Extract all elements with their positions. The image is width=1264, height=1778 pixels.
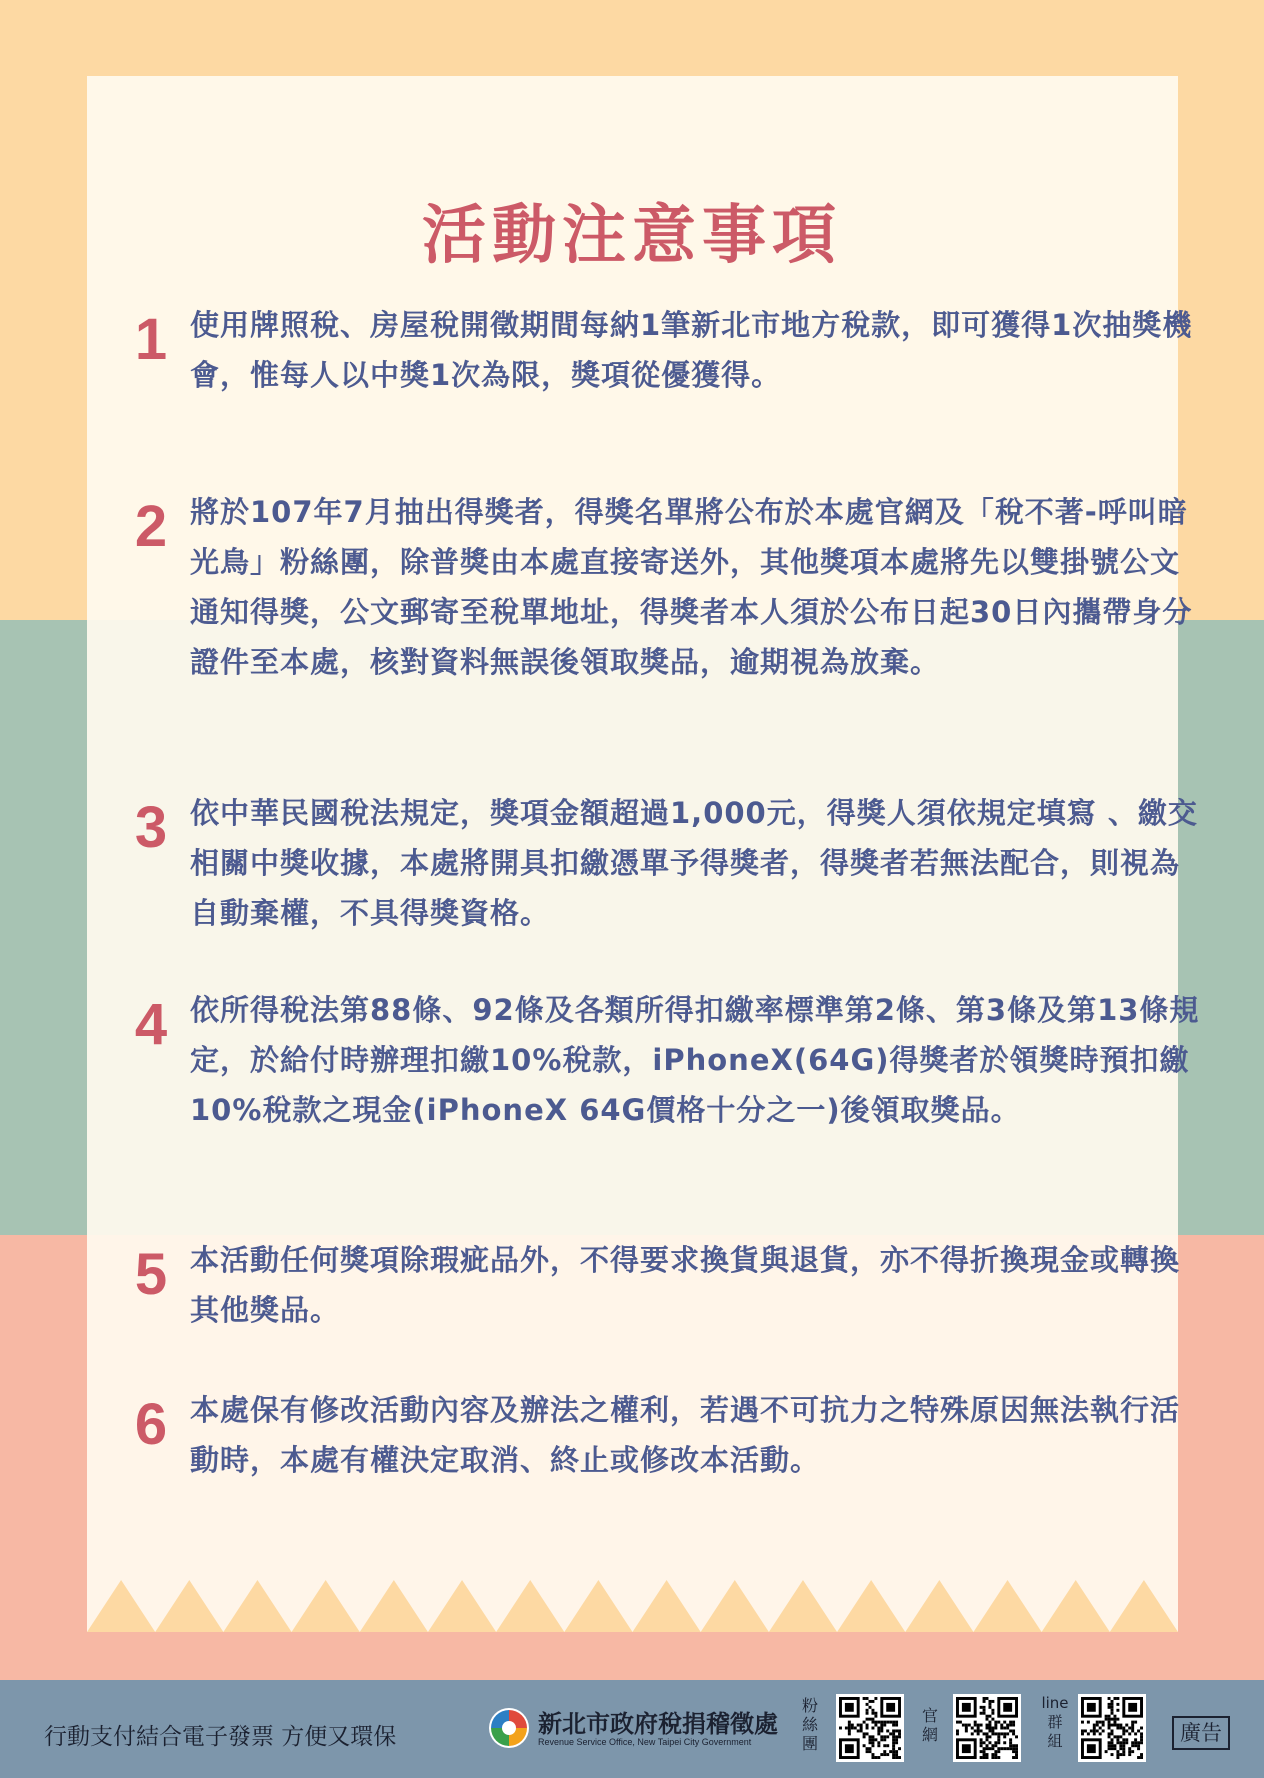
line-group-qr-code-icon[interactable] (1078, 1694, 1146, 1762)
item-number: 6 (134, 1392, 168, 1457)
qr-label-fanpage: 粉 絲 團 (801, 1696, 818, 1753)
item-text: 將於107年7月抽出得獎者，得獎名單將公布於本處官網及「稅不著-呼叫暗光鳥」粉絲團，除普獎由本處直接寄送外，其他獎項本處將先以雙掛號公文通知得獎，公文郵寄至稅單地址，得獎者本人須於公布日起30日內攜帶身分證件至本處，核對資料無誤後領取獎品，逾期視為放棄。 (190, 495, 1193, 679)
item-text: 依所得稅法第88條、92條及各類所得扣繳率標準第2條、第3條及第13條規定，於給付時辦理扣繳10%稅款，iPhoneX(64G)得獎者於領獎時預扣繳10%稅款之現金(iPhoneX 64G價格十分之一)後領取獎品。 (190, 993, 1200, 1127)
item-number: 2 (134, 494, 168, 559)
item-number: 4 (134, 992, 168, 1057)
item-text: 本活動任何獎項除瑕疵品外，不得要求換貨與退貨，亦不得折換現金或轉換其他獎品。 (190, 1243, 1181, 1327)
org-name: 新北市政府稅捐稽徵處 (538, 1710, 778, 1738)
zigzag-border (87, 1576, 1178, 1632)
government-logo-icon (487, 1706, 531, 1750)
item-number: 1 (134, 307, 168, 372)
item-text: 本處保有修改活動內容及辦法之權利，若遇不可抗力之特殊原因無法執行活動時，本處有權決定取消、終止或修改本活動。 (190, 1393, 1181, 1477)
fanpage-qr-code-icon[interactable] (836, 1694, 904, 1762)
item-number: 3 (134, 795, 168, 860)
item-text: 依中華民國稅法規定，獎項金額超過1,000元，得獎人須依規定填寫 、繳交相關中獎收據，本處將開具扣繳憑單予得獎者，得獎者若無法配合，則視為自動棄權，不具得獎資格。 (190, 796, 1198, 930)
page-title: 活動注意事項 (422, 199, 842, 273)
ad-badge: 廣告 (1172, 1716, 1230, 1750)
item-number: 5 (134, 1242, 168, 1307)
qr-label-website: 官 網 (921, 1706, 938, 1744)
qr-label-line-group: line 群 組 (1041, 1694, 1069, 1750)
org-name-english: Revenue Service Office, New Taipei City Government (538, 1737, 752, 1747)
website-qr-code-icon[interactable] (953, 1694, 1021, 1762)
item-text: 使用牌照稅、房屋稅開徵期間每納1筆新北市地方稅款，即可獲得1次抽獎機會，惟每人以中獎1次為限，獎項從優獲得。 (190, 308, 1193, 392)
footer-slogan: 行動支付結合電子發票 方便又環保 (44, 1724, 397, 1750)
